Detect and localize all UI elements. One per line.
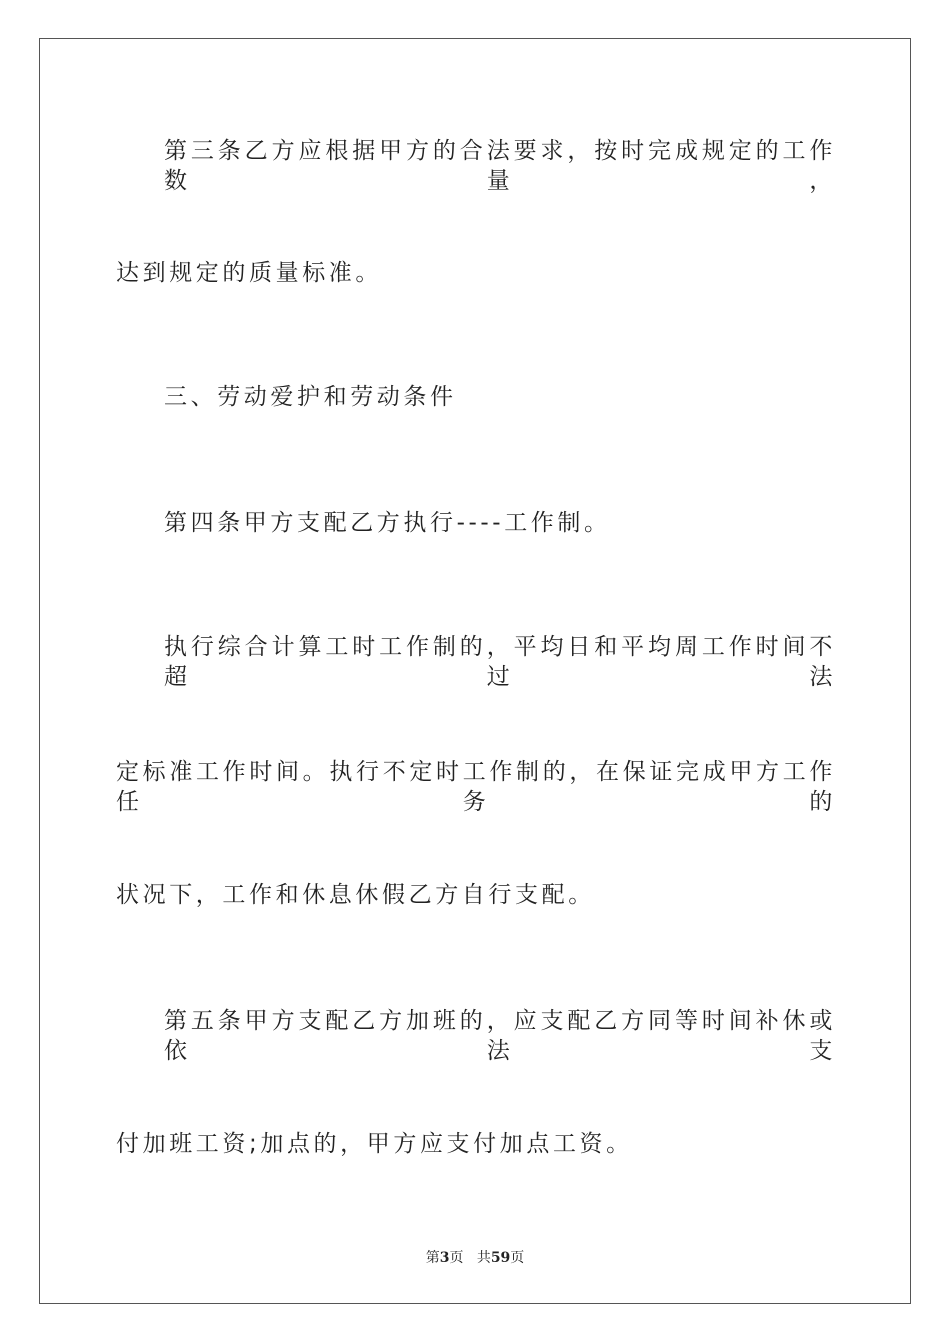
footer-total-suffix: 页 <box>510 1250 525 1266</box>
footer-page-word: 页 <box>449 1250 464 1266</box>
paragraph-line: 定标准工作时间。执行不定时工作制的，在保证完成甲方工作任务的 <box>116 759 836 815</box>
footer-prefix: 第 <box>425 1250 440 1266</box>
footer-total-prefix: 共 <box>476 1250 491 1266</box>
paragraph-line: 第三条乙方应根据甲方的合法要求，按时完成规定的工作数量， <box>164 138 836 194</box>
paragraph-line: 第五条甲方支配乙方加班的，应支配乙方同等时间补休或依法支 <box>164 1008 836 1064</box>
paragraph-line: 达到规定的质量标准。 <box>116 260 382 286</box>
paragraph-line: 第四条甲方支配乙方执行----工作制。 <box>164 510 611 536</box>
paragraph-line: 执行综合计算工时工作制的，平均日和平均周工作时间不超过法 <box>164 634 836 690</box>
paragraph-line: 付加班工资;加点的，甲方应支付加点工资。 <box>116 1131 633 1157</box>
paragraph-line: 状况下，工作和休息休假乙方自行支配。 <box>116 882 595 908</box>
page-number-footer <box>0 1247 950 1267</box>
total-page-count: 59 <box>490 1250 511 1266</box>
current-page-number: 3 <box>439 1250 450 1266</box>
section-heading: 三、劳动爱护和劳动条件 <box>164 384 457 410</box>
